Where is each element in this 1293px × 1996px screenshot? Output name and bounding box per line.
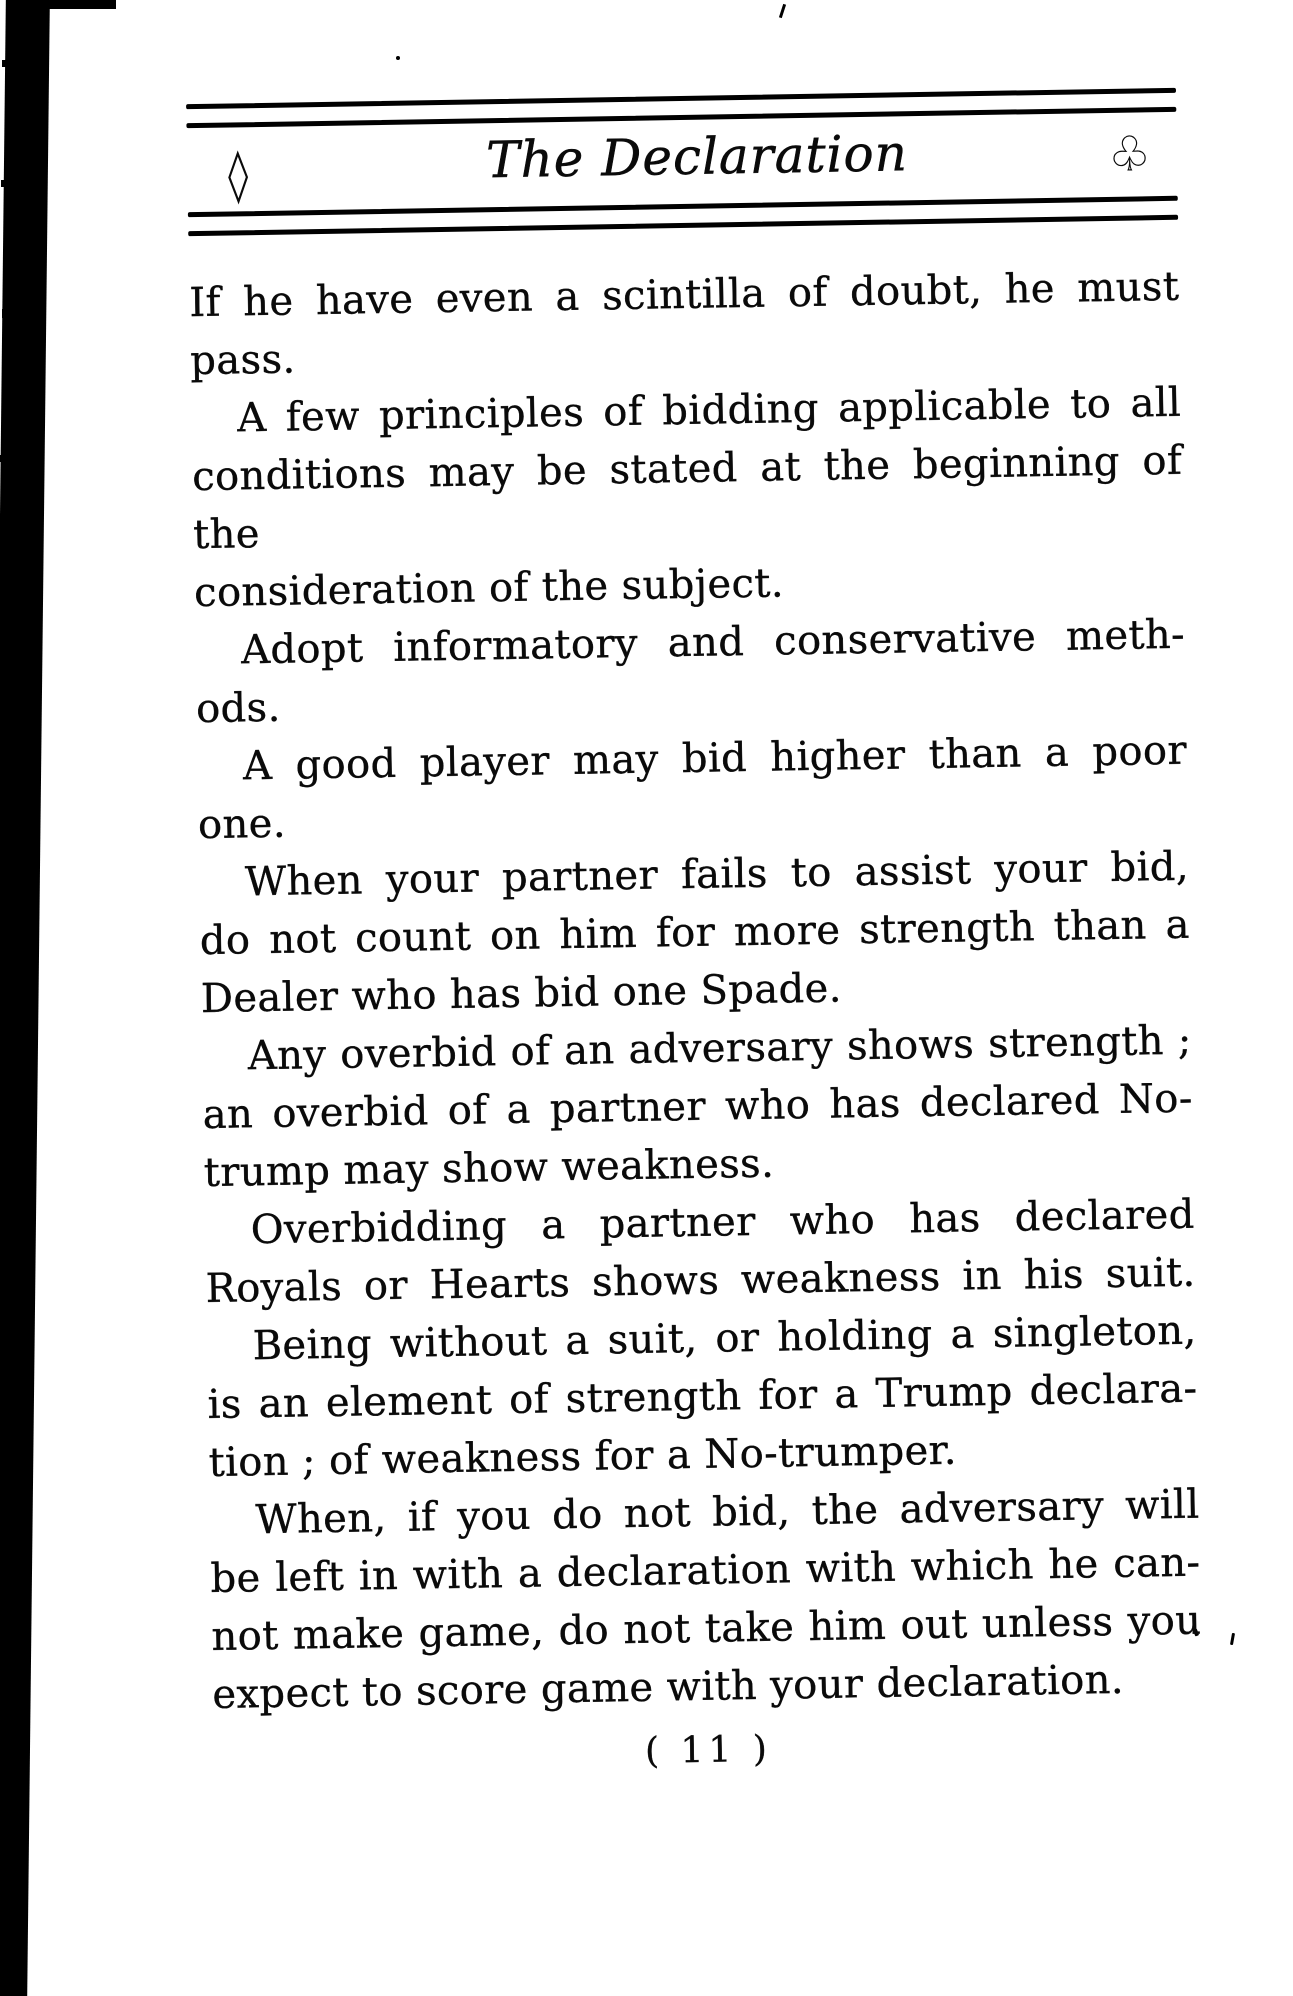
- text-line: consideration of the subject.: [193, 560, 785, 617]
- text-line: conditions may be stated at the beginning of the: [191, 437, 1183, 559]
- paragraph: [204, 1186, 1196, 1318]
- body-text: [189, 258, 1203, 1724]
- text-line: Any overbid of an adversary shows strength ;: [247, 1017, 1193, 1080]
- paragraph: [191, 374, 1185, 622]
- text-line: an overbid of a partner who has declared No-: [202, 1075, 1194, 1139]
- paragraph: [197, 722, 1189, 854]
- ink-speck: [396, 56, 400, 60]
- text-line: When your partner fails to assist your bid,: [244, 843, 1190, 906]
- ink-speck: [1230, 1633, 1235, 1645]
- club-suit-icon: ♧: [1107, 126, 1152, 183]
- text-line: Dealer who has bid one Spade.: [200, 965, 843, 1023]
- page-title: The Declaration: [485, 124, 909, 190]
- binding-gutter-shadow: [0, 0, 50, 1996]
- header-title-row: [186, 112, 1177, 212]
- text-line: Being without a suit, or holding a singleton,: [252, 1307, 1197, 1370]
- page-number: ( 11 ): [644, 1728, 773, 1772]
- text-line: ods.: [195, 684, 281, 733]
- text-line: expect to score game with your declaration.: [212, 1656, 1125, 1718]
- text-line: do not count on him for more strength than a: [199, 901, 1191, 965]
- text-line: not make game, do not take him out unless you: [211, 1597, 1202, 1660]
- scan-edge-mark: [28, 0, 116, 9]
- header-rule-top-outer: [186, 88, 1176, 109]
- printed-page-content: [186, 88, 1204, 1779]
- text-line: Adopt informatory and conservative meth-: [240, 611, 1186, 674]
- text-line: When, if you do not bid, the adversary will: [255, 1481, 1200, 1544]
- text-line: Royals or Hearts shows weakness in his suit.: [205, 1249, 1196, 1313]
- text-line: A good player may bid higher than a poor: [242, 727, 1188, 790]
- text-line: be left in with a declaration with which he can-: [210, 1539, 1201, 1603]
- text-line: is an element of strength for a Trump declara-: [207, 1365, 1198, 1429]
- text-line: A few principles of bidding applicable to all: [236, 379, 1182, 442]
- paragraph: [195, 606, 1187, 738]
- text-line: trump may show weakness.: [203, 1140, 775, 1197]
- running-head: [186, 88, 1178, 236]
- paragraph: [209, 1476, 1203, 1724]
- header-rule-bottom-outer: [188, 215, 1178, 236]
- text-line: If he have even a scintilla of doubt, he must: [188, 263, 1180, 327]
- paragraph: [206, 1302, 1199, 1492]
- diamond-suit-icon: ◊: [227, 145, 249, 206]
- text-line: tion ; of weakness for a No-trumper.: [208, 1427, 958, 1487]
- text-line: pass.: [189, 336, 296, 385]
- paragraph: [199, 838, 1192, 1028]
- paragraph: [201, 1012, 1194, 1202]
- paragraph: [189, 258, 1181, 390]
- scan-noise-specks: [2, 60, 6, 67]
- text-line: Overbidding a partner who has declared: [250, 1191, 1195, 1254]
- ink-speck: [779, 4, 786, 18]
- text-line: one.: [197, 800, 287, 849]
